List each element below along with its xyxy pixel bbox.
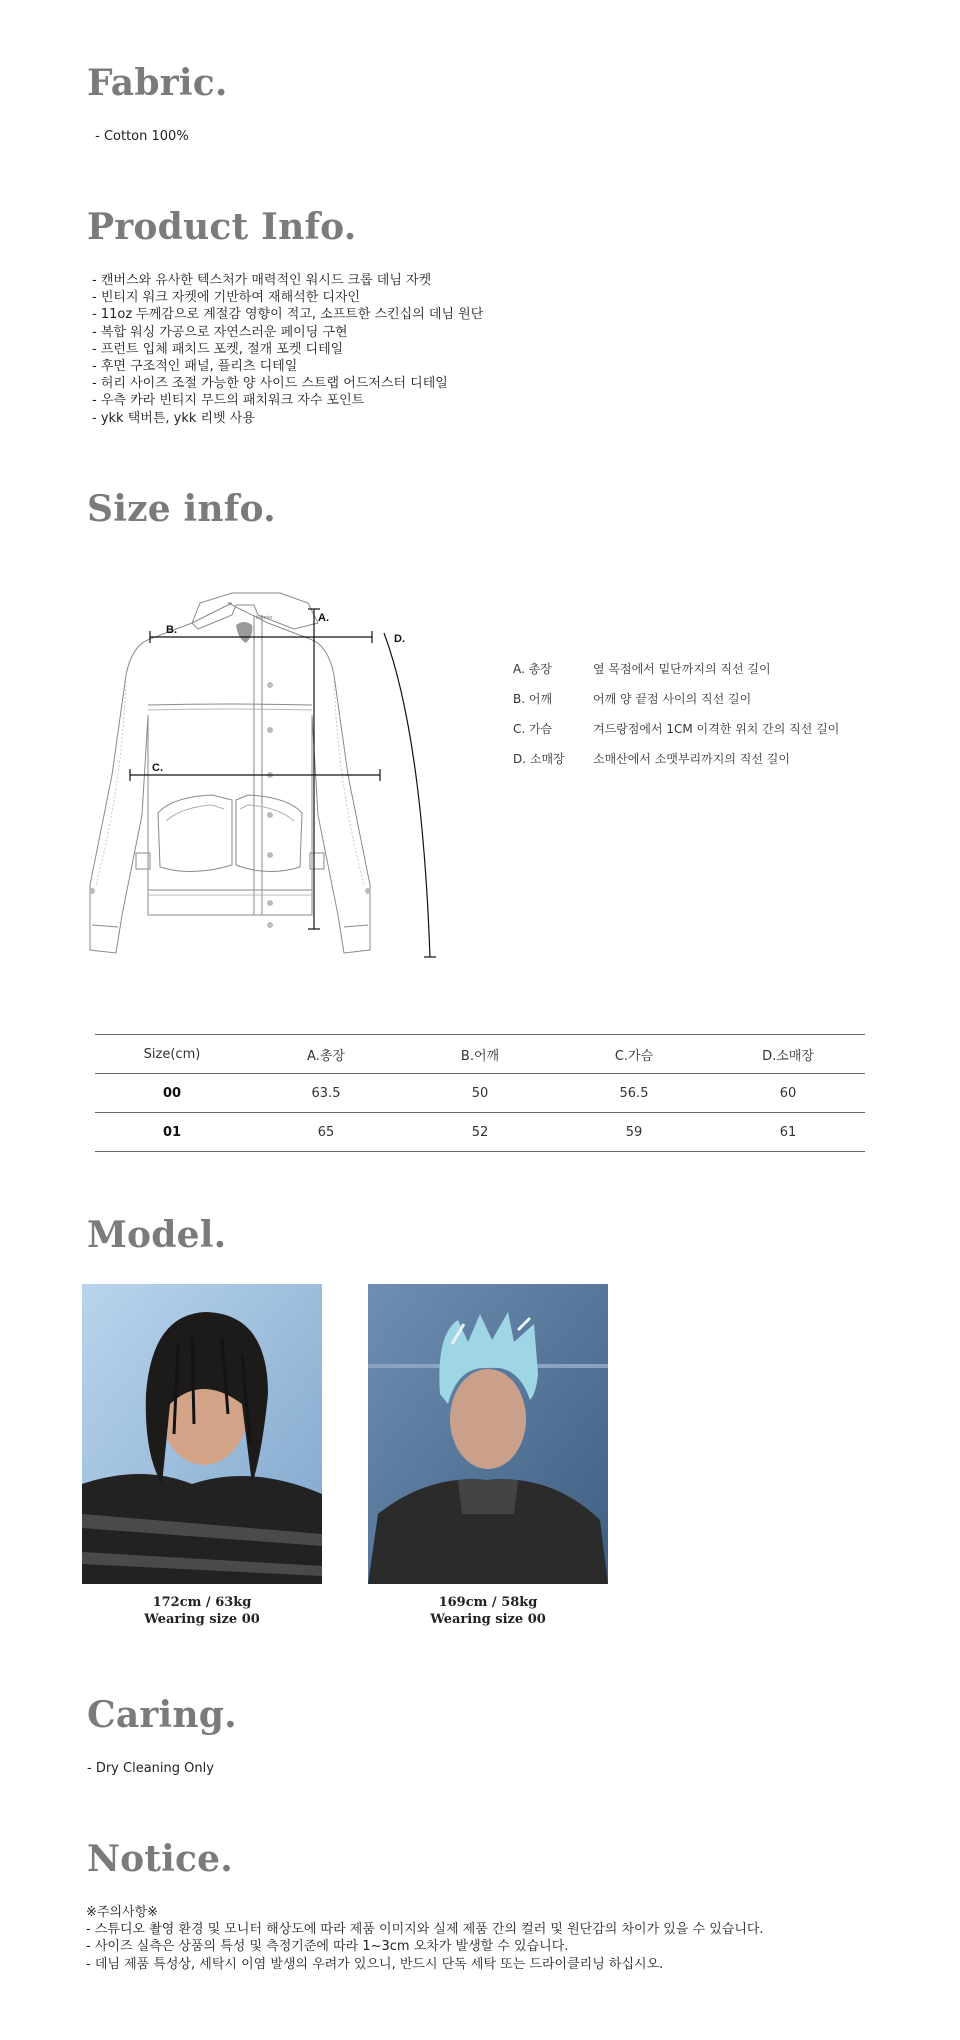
- notice-line: - 스튜디오 촬영 환경 및 모니터 해상도에 따라 제품 이미지와 실제 제품 간의 컬러 및 원단감의 차이가 있을 수 있습니다.: [86, 1922, 764, 1938]
- product-info-line: - ykk 택버튼, ykk 리벳 사용: [92, 410, 255, 426]
- value-cell: 63.5: [311, 1085, 341, 1101]
- table-row: [95, 1074, 865, 1113]
- product-info-line: - 허리 사이즈 조절 가능한 양 사이드 스트랩 어드저스터 디테일: [92, 376, 448, 392]
- product-info-line: - 프런트 입체 패치드 포켓, 절개 포켓 디테일: [92, 341, 344, 357]
- value-cell: 61: [779, 1124, 797, 1140]
- size-table: [95, 1034, 865, 1152]
- legend-key: D. 소매장: [513, 752, 565, 766]
- product-info-line: - 복합 워싱 가공으로 자연스러운 페이딩 구현: [92, 324, 348, 340]
- legend-desc: 겨드랑점에서 1CM 이격한 위치 간의 직선 길이: [593, 722, 840, 736]
- fabric-line: - Cotton 100%: [91, 129, 189, 144]
- jacket-left-pocket: [158, 795, 232, 872]
- value-cell: 59: [625, 1124, 643, 1140]
- jacket-buttons: [89, 682, 371, 928]
- legend-key: B. 어깨: [513, 692, 553, 706]
- notice-heading: Notice.: [87, 1838, 233, 1880]
- product-info-line: - 빈티지 워크 자켓에 기반하여 재해석한 디자인: [92, 290, 361, 306]
- product-info-list: [92, 272, 483, 427]
- notice-line: ※주의사항※: [86, 1905, 159, 1920]
- label-d: D.: [394, 633, 405, 645]
- model-measure: 169cm / 58kg: [438, 1595, 538, 1610]
- table-row: [95, 1113, 865, 1152]
- label-c: C.: [152, 762, 163, 774]
- notice-line: - 데님 제품 특성상, 세탁시 이염 발생의 우려가 있으니, 반드시 단독 세탁 또는 드라이클리닝 하십시오.: [86, 1956, 664, 1972]
- legend-desc: 소매산에서 소맷부리까지의 직선 길이: [593, 752, 790, 766]
- value-cell: 65: [317, 1124, 335, 1140]
- product-info-line: - 우측 카라 빈티지 무드의 패치워크 자수 포인트: [92, 393, 365, 409]
- size-cell: 00: [162, 1085, 182, 1101]
- model-wearing: Wearing size 00: [430, 1612, 546, 1627]
- label-b: B.: [166, 624, 177, 636]
- legend-key: A. 총장: [513, 662, 552, 676]
- header-cell: D.소매장: [762, 1048, 814, 1064]
- fabric-text: [91, 128, 189, 145]
- header-cell: A.총장: [307, 1048, 345, 1064]
- value-cell: 56.5: [619, 1085, 649, 1101]
- notice-line: - 사이즈 실측은 상품의 특성 및 측정기준에 따라 1~3cm 오차가 발생할 수 있습니다.: [86, 1939, 569, 1955]
- model-photo-2: [368, 1284, 608, 1584]
- header-cell: Size(cm): [143, 1046, 201, 1062]
- value-cell: 50: [471, 1085, 489, 1101]
- model-caption-2: [368, 1594, 608, 1628]
- header-cell: B.어깨: [460, 1048, 500, 1064]
- collar-patch-embroidery: [236, 622, 252, 643]
- header-cell: C.가슴: [614, 1048, 654, 1064]
- caring-text: [87, 1760, 214, 1777]
- product-info-line: - 11oz 두께감으로 계절감 영향이 적고, 소프트한 스킨십의 데님 원단: [92, 307, 484, 323]
- jacket-size-diagram: [82, 585, 482, 977]
- size-table-header-row: [95, 1035, 865, 1074]
- size-cell: 01: [162, 1124, 182, 1140]
- legend-desc: 어깨 양 끝점 사이의 직선 길이: [593, 692, 752, 706]
- legend-desc: 옆 목점에서 밑단까지의 직선 길이: [593, 662, 771, 676]
- product-info-line: - 후면 구조적인 패널, 플리츠 디테일: [92, 359, 298, 375]
- model-photo-1: [82, 1284, 322, 1584]
- product-info-line: - 캔버스와 유사한 텍스처가 매력적인 워시드 크롭 데님 자켓: [92, 273, 432, 288]
- product-info-heading: Product Info.: [87, 206, 357, 248]
- caring-line: - Dry Cleaning Only: [87, 1761, 214, 1776]
- fabric-heading: Fabric.: [87, 62, 228, 104]
- value-cell: 60: [779, 1085, 797, 1101]
- value-cell: 52: [471, 1124, 489, 1140]
- jacket-collar: [192, 593, 318, 629]
- measure-line-d: [384, 633, 430, 957]
- jacket-tag-label: twenter: [256, 615, 273, 621]
- jacket-yoke: [148, 704, 312, 705]
- legend-key: C. 가슴: [513, 722, 553, 736]
- caring-heading: Caring.: [87, 1694, 237, 1736]
- model-wearing: Wearing size 00: [144, 1612, 260, 1627]
- jacket-body-outline: [90, 603, 370, 953]
- model-heading: Model.: [87, 1214, 227, 1256]
- notice-text: [86, 1904, 764, 1973]
- size-info-heading: Size info.: [87, 488, 276, 530]
- model-measure: 172cm / 63kg: [152, 1595, 252, 1610]
- model-caption-1: [82, 1594, 322, 1628]
- label-a: A.: [318, 612, 329, 624]
